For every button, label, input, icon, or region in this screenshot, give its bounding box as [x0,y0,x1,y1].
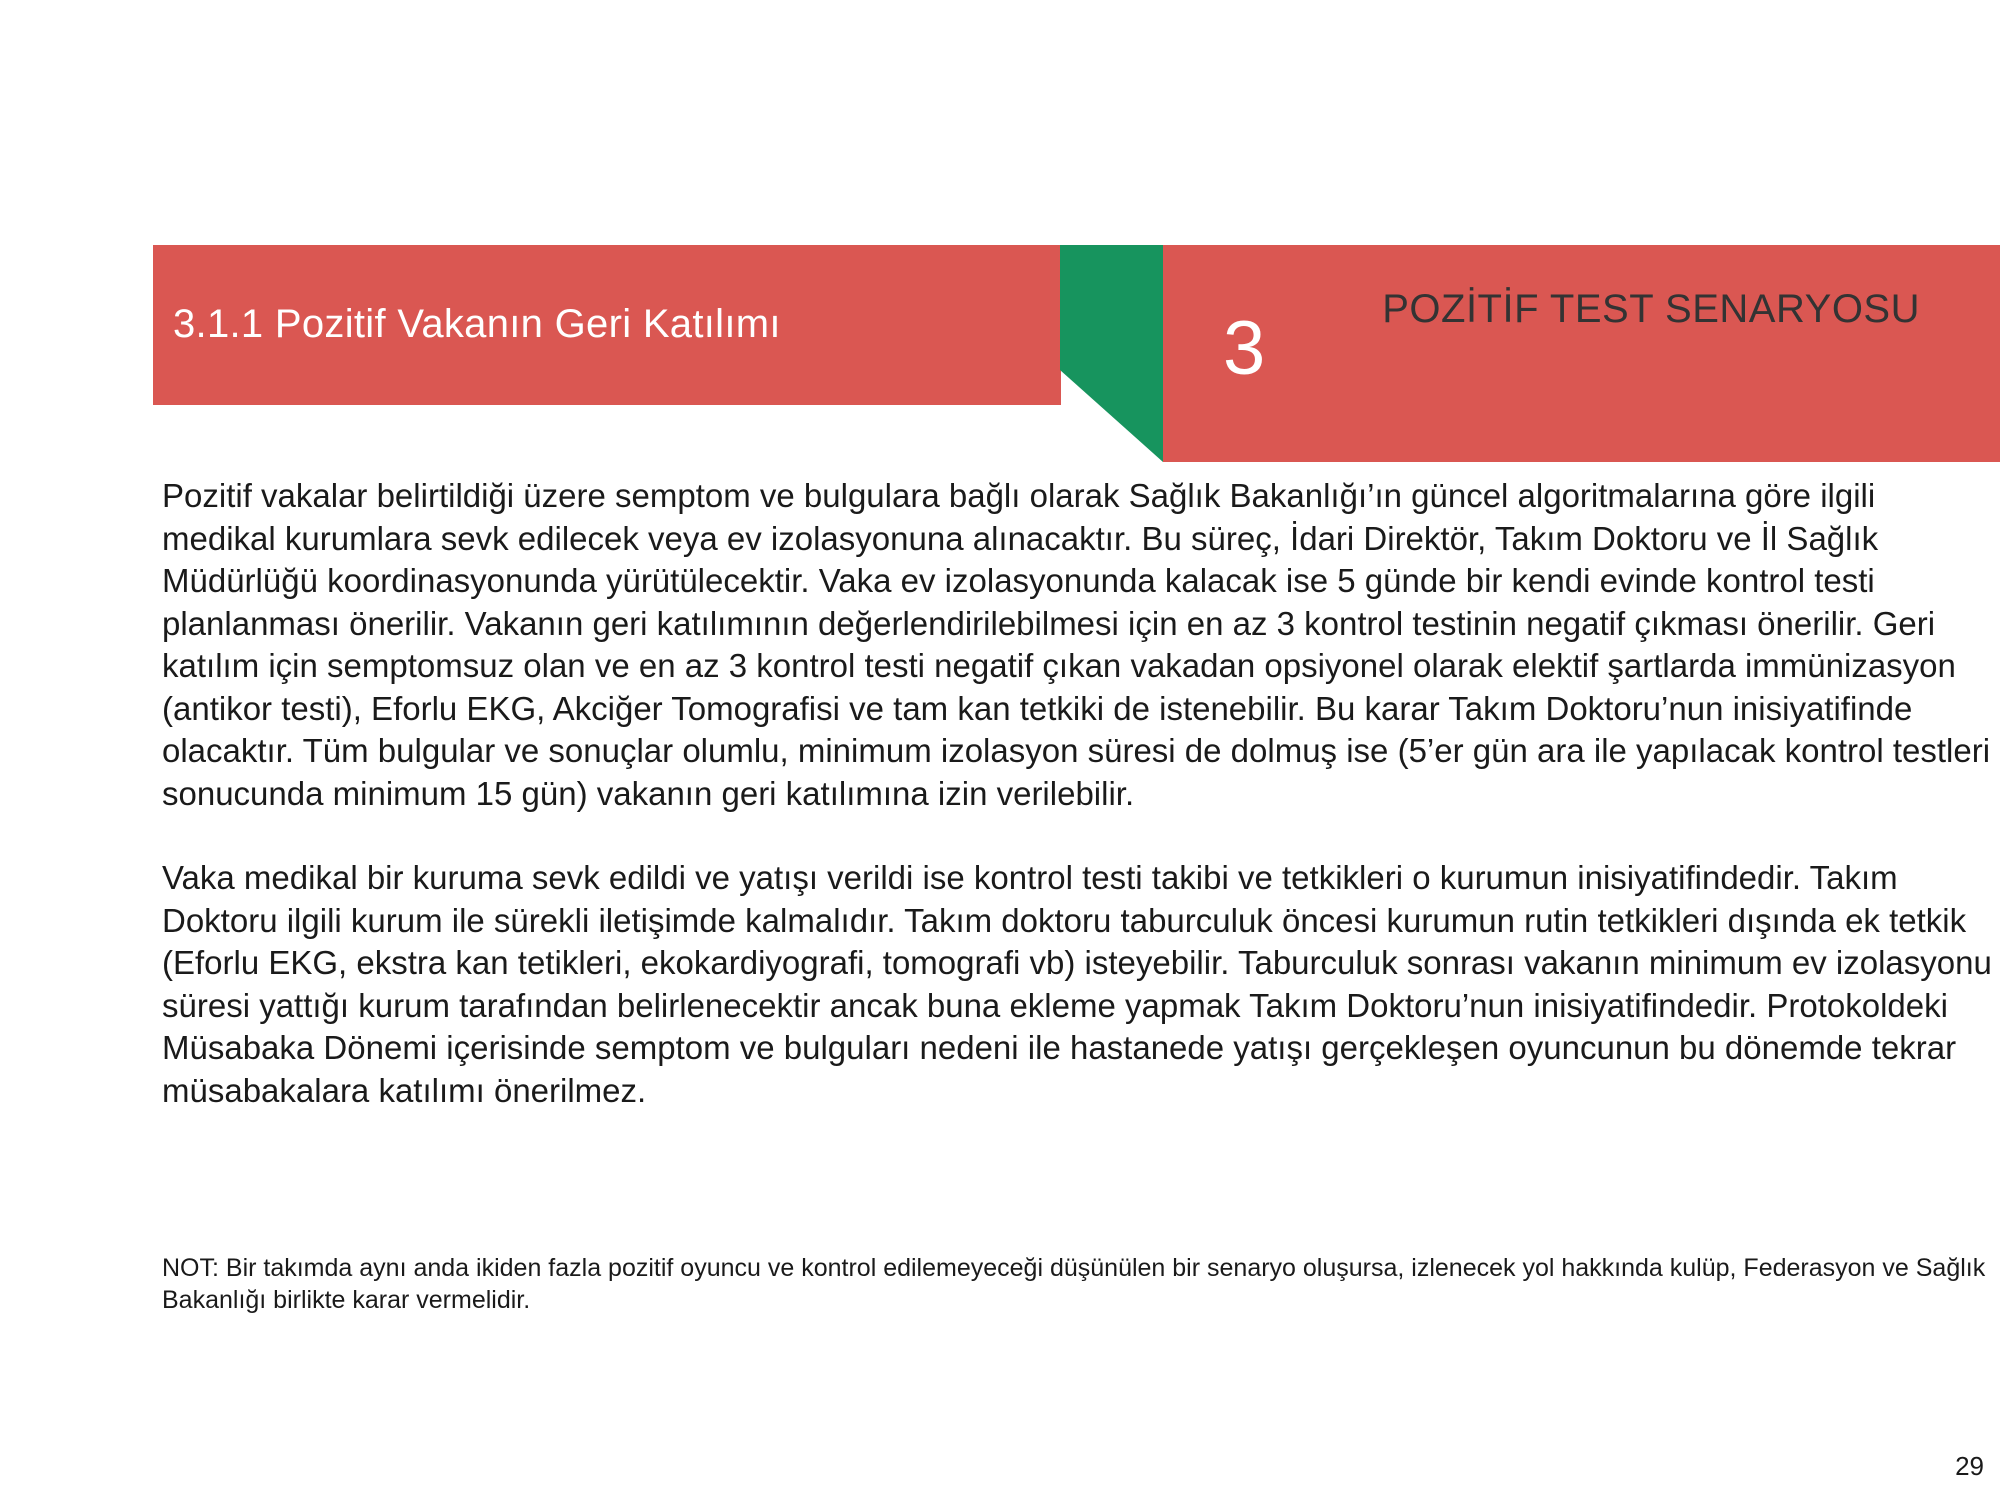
body-content [162,475,1992,1112]
body-paragraph-1: Pozitif vakalar belirtildiği üzere semptom ve bulgulara bağlı olarak Sağlık Bakanlığı’ın güncel algoritmalarına göre ilgili medikal kurumlara sevk edilecek veya ev izolasyonuna alınacaktır. Bu süreç, İdari Direktör, Takım Doktoru ve İl Sağlık Müdürlüğü koordinasyonunda yürütülecektir. Vaka ev izolasyonunda kalacak ise 5 günde bir kendi evinde kontrol testi planlanması önerilir. Vakanın geri katılımının değerlendirilebilmesi için en az 3 kontrol testinin negatif çıkması önerilir. Geri katılım için semptomsuz olan ve en az 3 kontrol testi negatif çıkan vakadan opsiyonel olarak elektif şartlarda immünizasyon (antikor testi), Eforlu EKG, Akciğer Tomografisi ve tam kan tetkiki de istenebilir. Bu karar Takım Doktoru’nun inisiyatifinde olacaktır. Tüm bulgular ve sonuçlar olumlu, minimum izolasyon süresi de dolmuş ise (5’er gün ara ile yapılacak kontrol testleri sonucunda minimum 15 gün) vakanın geri katılımına izin verilebilir. [162,477,1991,812]
ribbon-fold-decoration [1060,245,1163,462]
page-number: 29 [1955,1451,1984,1481]
section-subtitle: 3.1.1 Pozitif Vakanın Geri Katılımı [173,302,781,346]
body-paragraph-2: Vaka medikal bir kuruma sevk edildi ve yatışı verildi ise kontrol testi takibi ve tetkikleri o kurumun inisiyatifindedir. Takım Doktoru ilgili kurum ile sürekli iletişimde kalmalıdır. Takım doktoru taburculuk öncesi kurumun rutin tetkikleri dışında ek tetkik (Eforlu EKG, ekstra kan tetikleri, ekokardiyografi, tomografi vb) isteyebilir. Taburculuk sonrası vakanın minimum ev izolasyonu süresi yattığı kurum tarafından belirlenecektir ancak buna ekleme yapmak Takım Doktoru’nun inisiyatifindedir. Protokoldeki Müsabaka Dönemi içerisinde semptom ve bulguları nedeni ile hastanede yatışı gerçekleşen oyuncunun bu dönemde tekrar müsabakalara katılımı önerilmez. [162,859,1992,1109]
section-banner [153,245,1061,405]
chapter-banner [1163,245,2000,462]
footnote: NOT: Bir takımda aynı anda ikiden fazla pozitif oyuncu ve kontrol edilemeyeceği düşünülen bir senaryo oluşursa, izlenecek yol hakkında kulüp, Federasyon ve Sağlık Bakanlığı birlikte karar vermelidir. [162,1254,1986,1314]
chapter-number: 3 [1223,306,1266,391]
chapter-title: POZİTİF TEST SENARYOSU [1382,287,1920,331]
